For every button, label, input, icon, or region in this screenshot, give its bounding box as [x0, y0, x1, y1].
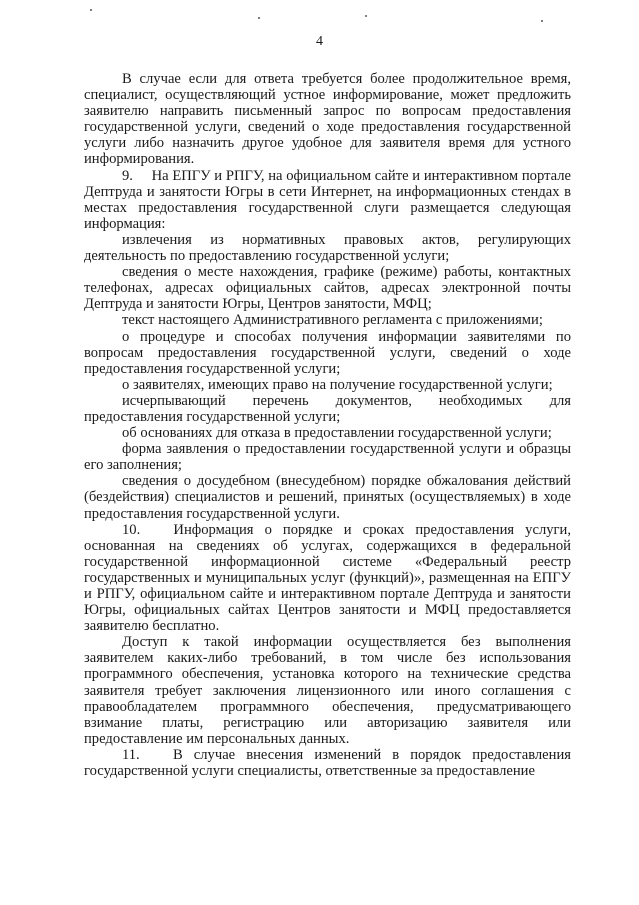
- paragraph: извлечения из нормативных правовых актов, регулирующих деятельность по предоставлению государственной услуги;: [84, 231, 571, 265]
- paragraph: В случае если для ответа требуется более продолжительное время, специалист, осуществляющий устное информирование, может предложить заявителю направить письменный запрос по вопросам предоставления государственной услуги, сведений о ходе предоставления государственной услуги либо назначить другое удобное для заявителя время для устного информирования.: [84, 71, 571, 168]
- paragraph: текст настоящего Административного регламента с приложениями;: [122, 312, 543, 329]
- scan-speck: [258, 17, 260, 19]
- page-number: 4: [316, 34, 323, 49]
- paragraph: 11. В случае внесения изменений в порядок предоставления государственной услуги специалисты, ответственные за предоставление: [84, 746, 571, 780]
- paragraph: сведения о месте нахождения, графике (режиме) работы, контактных телефонах, адресах официальных сайтов, адресах электронной почты Дептруда и занятости Югры, Центров занятости, МФЦ;: [84, 264, 571, 313]
- paragraph: о заявителях, имеющих право на получение государственной услуги;: [122, 376, 553, 393]
- scan-speck: [365, 15, 367, 17]
- paragraph: форма заявления о предоставлении государственной услуги и образцы его заполнения;: [84, 441, 571, 474]
- paragraph: 10. Информация о порядке и сроках предоставления услуги, основанная на сведениях об услугах, содержащихся в федеральной государственной информационной системе «Федеральный реестр государственных и муниципальных услуг (функций)», размещенная на ЕПГУ и РПГУ, официальном сайте и интерактивном портале Дептруда и занятости Югры, официальных сайтах Центров занятости и МФЦ предоставляется заявителю бесплатно.: [84, 521, 571, 635]
- paragraph: Доступ к такой информации осуществляется без выполнения заявителем каких-либо требований, в том числе без использования программного обеспечения, установка которого на технические средства заявителя требует заключения лицензионного или иного соглашения с правообладателем программного обеспечения, предусматривающего взимание платы, регистрацию или авторизацию заявителя или предоставление им персональных данных.: [84, 634, 571, 747]
- paragraph: о процедуре и способах получения информации заявителями по вопросам предоставления государственной услуги, сведений о ходе предоставления государственной услуги;: [84, 328, 571, 377]
- paragraph: об основаниях для отказа в предоставлении государственной услуги;: [122, 425, 552, 442]
- paragraph: сведения о досудебном (внесудебном) порядке обжалования действий (бездействия) специалистов и решений, принятых (осуществляемых) в ходе предоставления государственной услуги.: [84, 473, 571, 522]
- paragraph: 9. На ЕПГУ и РПГУ, на официальном сайте и интерактивном портале Дептруда и занятости Югры в сети Интернет, на информационных стендах в местах предоставления государственной слуги размещается следующая информация:: [84, 167, 571, 232]
- scan-speck: [541, 20, 543, 22]
- scan-speck: [90, 9, 92, 11]
- document-body: [84, 71, 571, 779]
- paragraph: исчерпывающий перечень документов, необходимых для предоставления государственной услуги;: [84, 392, 571, 425]
